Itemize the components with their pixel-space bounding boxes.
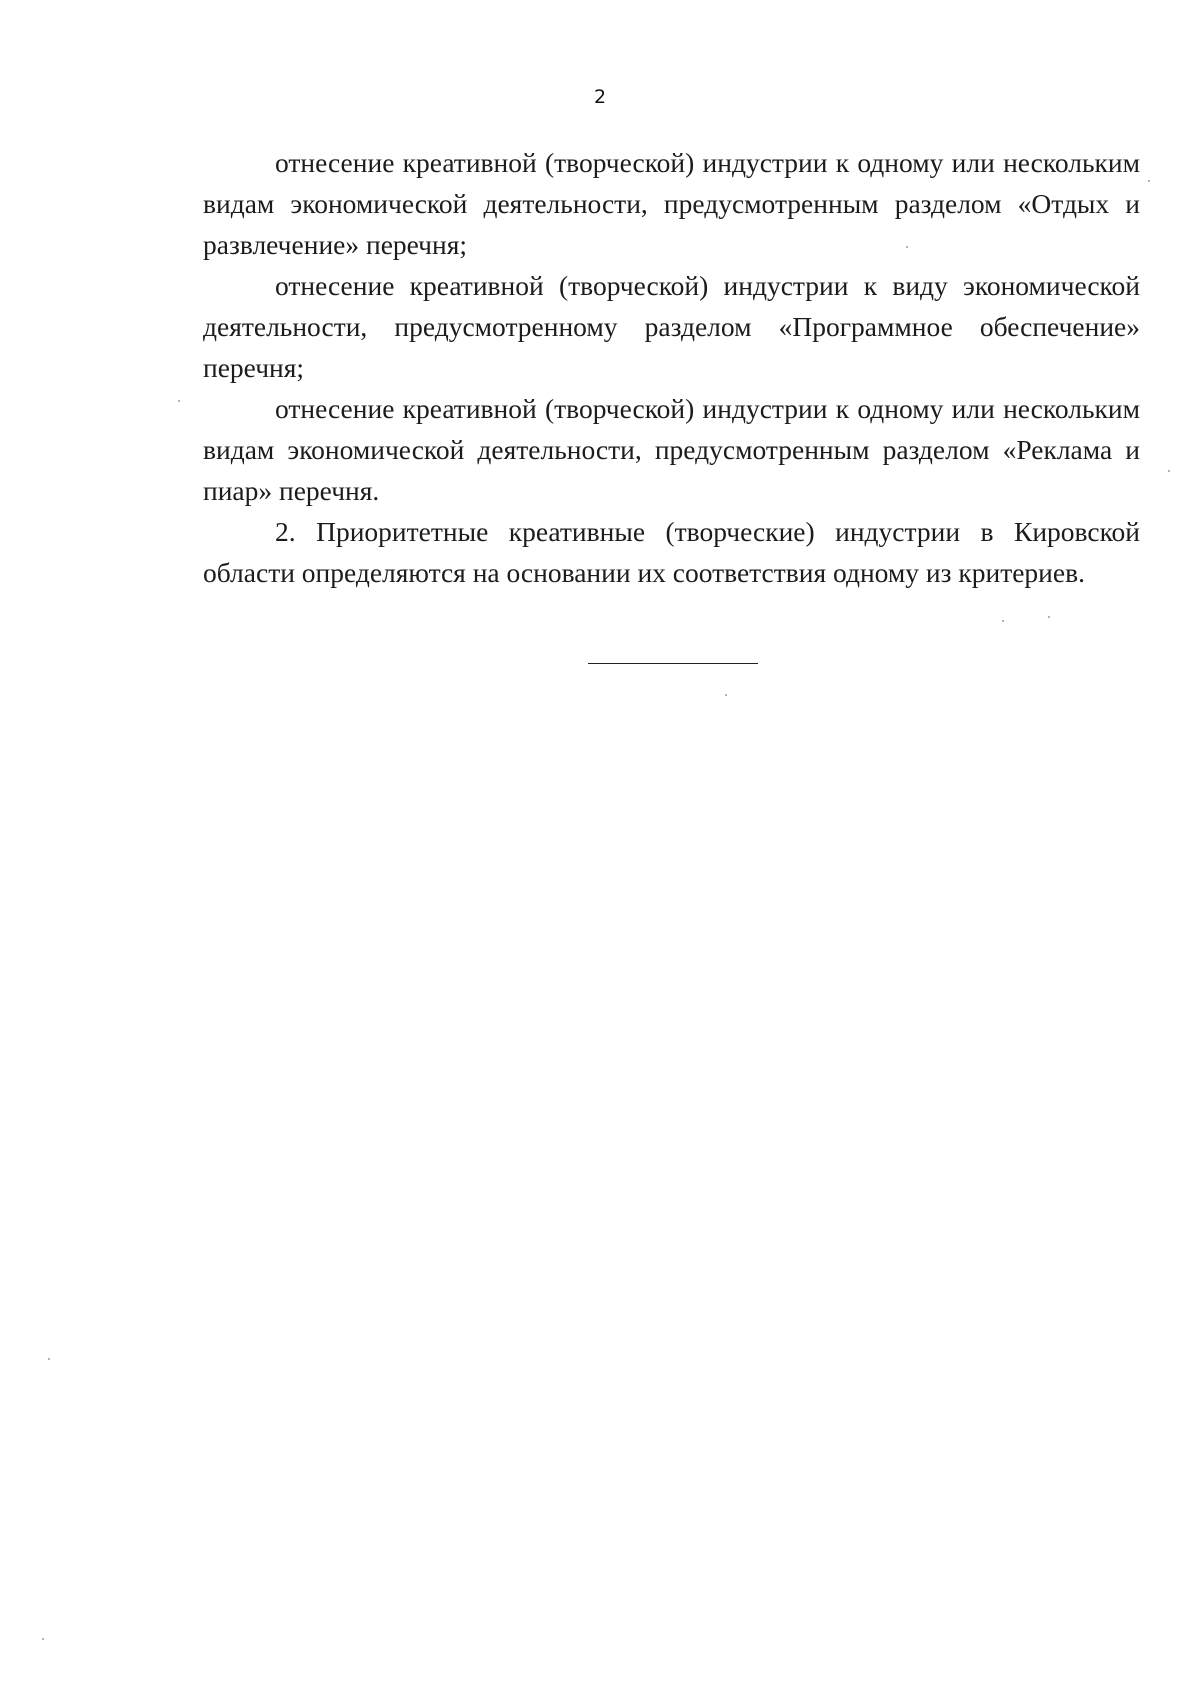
- scan-speck: [725, 694, 727, 696]
- paragraph-advertising: отнесение креативной (творческой) индустрии к одному или нескольким видам экономической деятельности, предусмотренным разделом «Реклама и пиар» перечня.: [203, 393, 1140, 506]
- scan-speck: [42, 1638, 44, 1640]
- paragraph-software: отнесение креативной (творческой) индустрии к виду экономической деятельности, предусмотренному разделом «Программное обеспечение» перечня;: [203, 270, 1140, 383]
- scan-speck: [1048, 616, 1050, 618]
- scan-speck: [1168, 470, 1170, 472]
- document-body: [203, 142, 1140, 593]
- scan-speck: [48, 1358, 50, 1360]
- paragraph-priority-criteria: 2. Приоритетные креативные (творческие) индустрии в Кировской области определяются на основании их соответствия одному из критериев.: [203, 516, 1140, 588]
- scan-speck: [178, 400, 180, 402]
- scan-speck: [1148, 180, 1150, 182]
- scan-speck: [1002, 620, 1004, 622]
- paragraph-recreation: отнесение креативной (творческой) индустрии к одному или нескольким видам экономической деятельности, предусмотренным разделом «Отдых и развлечение» перечня;: [203, 147, 1140, 260]
- end-of-text-rule: [588, 663, 758, 664]
- scan-speck: [906, 246, 908, 248]
- page-number: 2: [593, 86, 607, 108]
